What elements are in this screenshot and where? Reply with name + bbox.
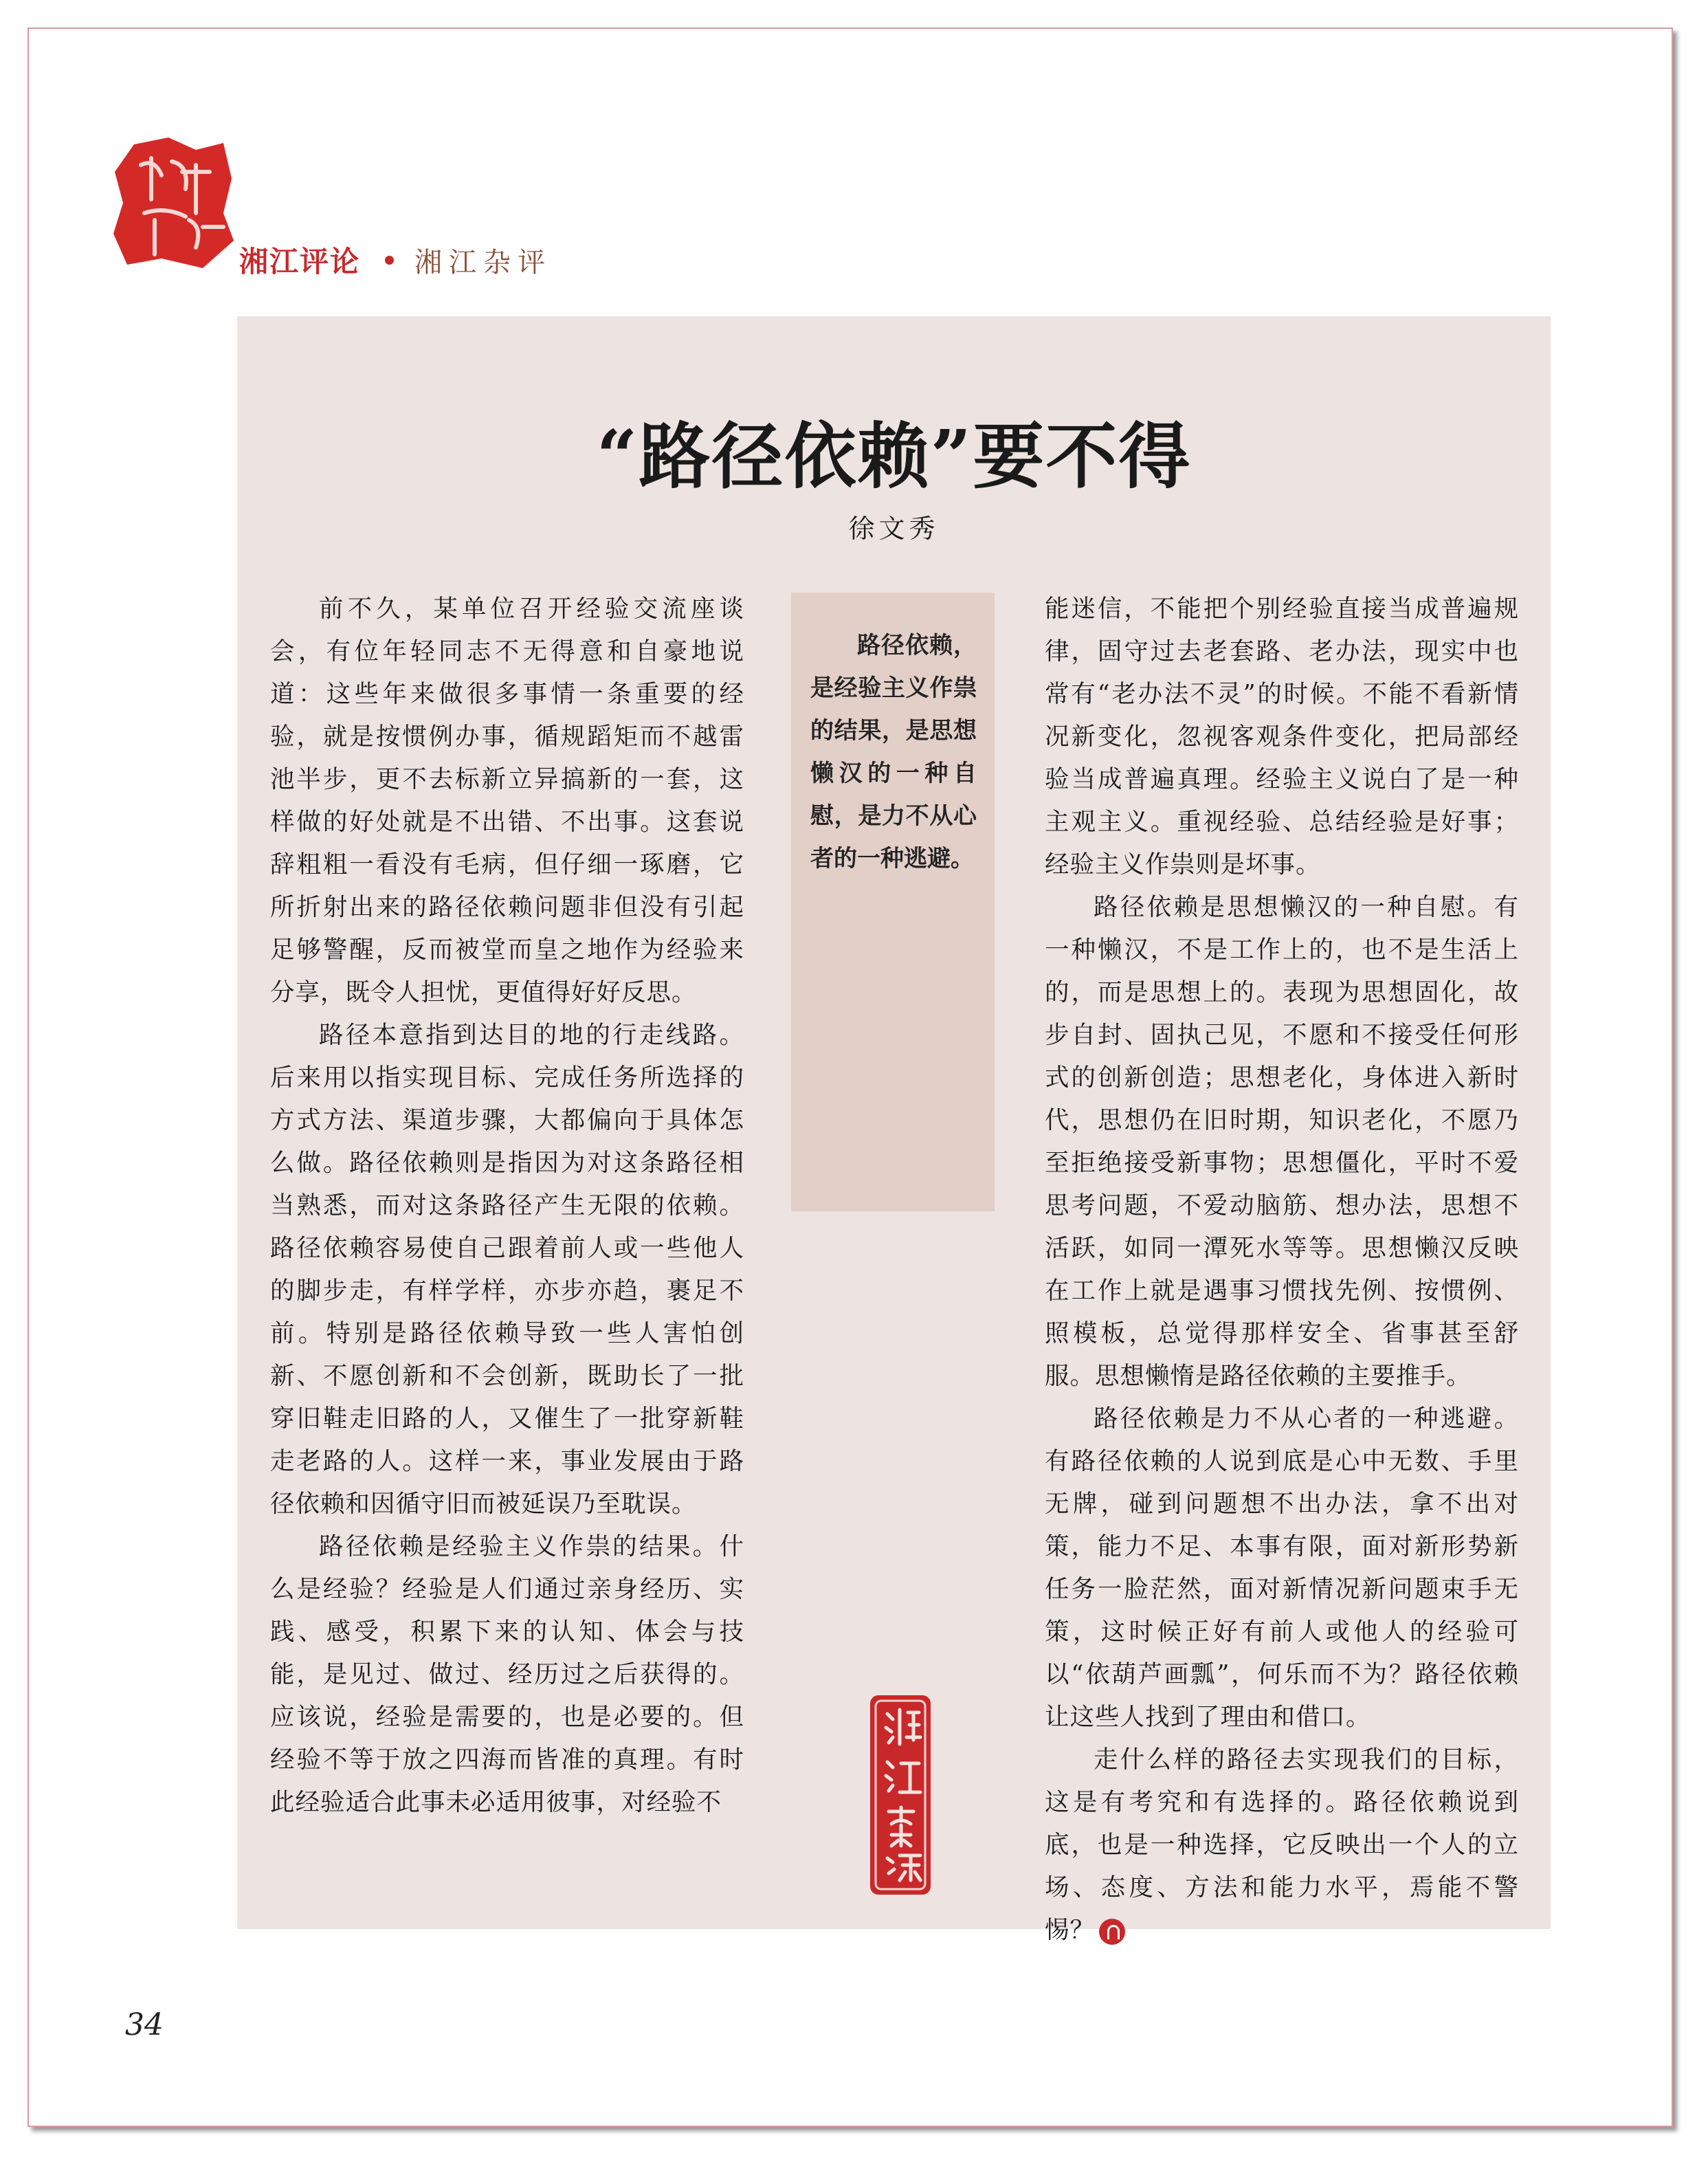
paragraph: 路径本意指到达目的地的行走线路。后来用以指实现目标、完成任务所选择的方式方法、渠道步骤，大都偏向于具体怎么做。路径依赖则是指因为对这条路径相当熟悉，而对这条路径产生无限的依赖。路径依赖容易使自己跟着前人或一些他人的脚步走，有样学样，亦步亦趋，裹足不前。特别是路径依赖导致一些人害怕创新、不愿创新和不会创新，既助长了一批穿旧鞋走旧路的人，又催生了一批穿新鞋走老路的人。这样一来，事业发展由于路径依赖和因循守旧而被延误乃至耽误。: [270, 1021, 744, 1518]
column-stamp-seal: [868, 1693, 933, 1897]
article-column-right: [1045, 588, 1519, 1952]
article-author: 徐文秀: [848, 514, 940, 544]
paragraph-last: [1045, 1739, 1519, 1952]
pull-quote-box: [791, 593, 995, 1211]
paragraph-continuation: 能迷信，不能把个别经验直接当成普遍规律，固守过去老套路、老办法，现实中也常有“老办法不灵”的时候。不能不看新情况新变化，忽视客观条件变化，把局部经验当成普遍真理。经验主义说白了是一种主观主义。重视经验、总结经验是好事；经验主义作祟则是坏事。: [1045, 595, 1519, 879]
section-name: 湘江评论: [239, 245, 361, 278]
paragraph: 路径依赖是经验主义作祟的结果。什么是经验？经验是人们通过亲身经历、实践、感受，积累下来的认知、体会与技能，是见过、做过、经历过之后获得的。应该说，经验是需要的，也是必要的。但经验不等于放之四海而皆准的真理。有时此经验适合此事未必适用彼事，对经验不: [270, 1532, 744, 1816]
article-title: “路径依赖”要不得: [596, 414, 1192, 498]
magazine-logo-seal: [113, 137, 234, 268]
paragraph: 前不久，某单位召开经验交流座谈会，有位年轻同志不无得意和自豪地说道：这些年来做很多事情一条重要的经验，就是按惯例办事，循规蹈矩而不越雷池半步，更不去标新立异搞新的一套，这样做的好处就是不出错、不出事。这套说辞粗粗一看没有毛病，但仔细一琢磨，它所折射出来的路径依赖问题非但没有引起足够警醒，反而被堂而皇之地作为经验来分享，既令人担忧，更值得好好反思。: [270, 595, 744, 1006]
paragraph: 路径依赖是思想懒汉的一种自慰。有一种懒汉，不是工作上的，也不是生活上的，而是思想上的。表现为思想固化，故步自封、固执己见，不愿和不接受任何形式的创新创造；思想老化，身体进入新时代，思想仍在旧时期，知识老化，不愿乃至拒绝接受新事物；思想僵化，平时不爱思考问题，不爱动脑筋、想办法，思想不活跃，如同一潭死水等等。思想懒汉反映在工作上就是遇事习惯找先例、按惯例、照模板，总觉得那样安全、省事甚至舒服。思想懒惰是路径依赖的主要推手。: [1045, 893, 1519, 1390]
paragraph-last-text: 走什么样的路径去实现我们的目标，这是有考究和有选择的。路径依赖说到底，也是一种选择，它反映出一个人的立场、态度、方法和能力水平，焉能不警惕？: [1045, 1745, 1519, 1944]
separator-dot-icon: [385, 256, 394, 265]
page-number: 34: [125, 2007, 164, 2042]
pull-quote-text: 路径依赖，是经验主义作祟的结果，是思想懒汉的一种自慰，是力不从心者的一种逃避。: [810, 632, 977, 872]
section-header: [239, 239, 552, 280]
article-panel: [237, 316, 1551, 1944]
paragraph: 路径依赖是力不从心者的一种逃避。有路径依赖的人说到底是心中无数、手里无牌，碰到问题想不出办法，拿不出对策，能力不足、本事有限，面对新形势新任务一脸茫然，面对新情况新问题束手无策，这时候正好有前人或他人的经验可以“依葫芦画瓢”，何乐而不为？路径依赖让这些人找到了理由和借口。: [1045, 1404, 1519, 1731]
section-subtitle: 湘江杂评: [414, 246, 553, 278]
article-column-left: [270, 588, 744, 1824]
end-mark-icon: [1099, 1919, 1125, 1945]
